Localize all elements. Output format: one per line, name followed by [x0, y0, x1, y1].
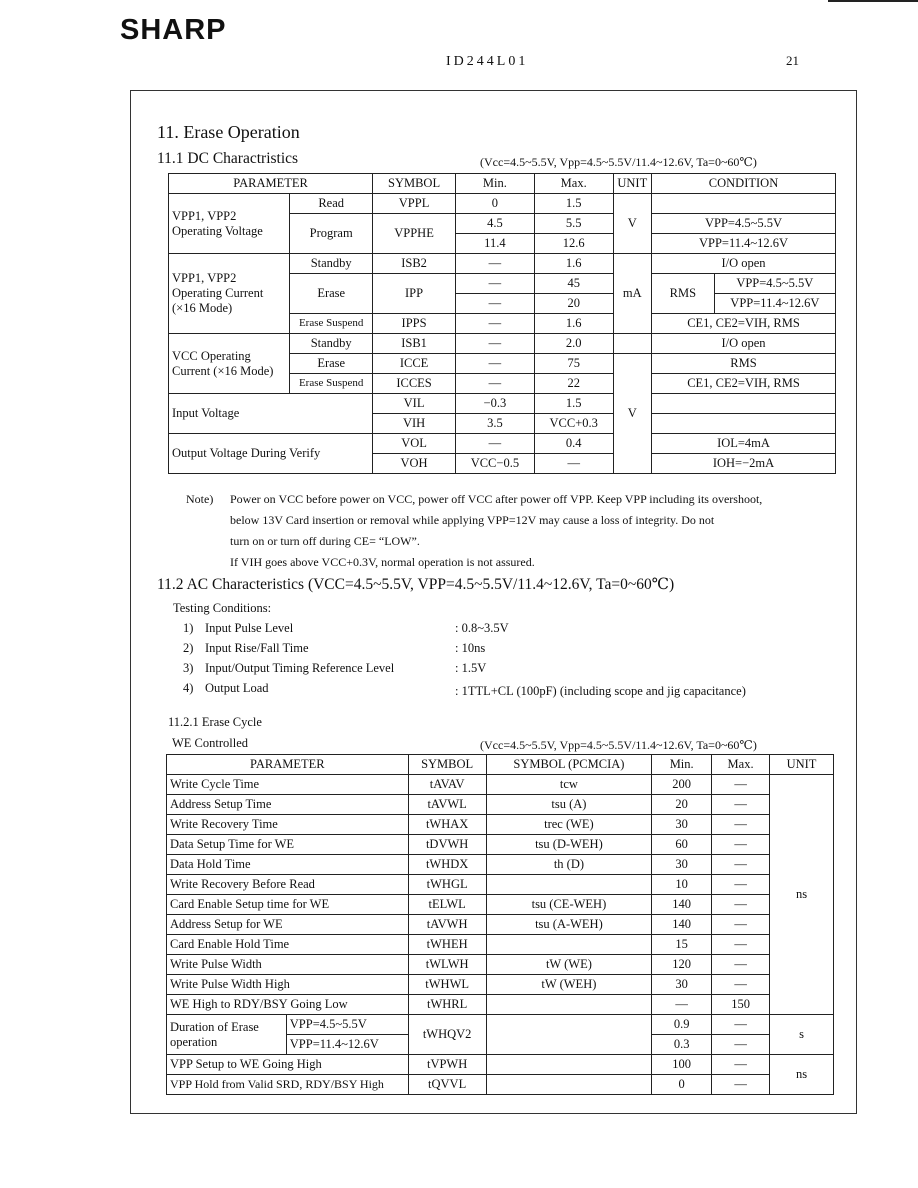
document-id: ID244L01 — [446, 54, 529, 69]
ac-col-max: Max. — [712, 755, 770, 775]
cell: VPP Setup to WE Going High — [167, 1055, 409, 1075]
test-cond-label: Input Pulse Level — [205, 621, 294, 635]
cell: ICCES — [373, 374, 456, 394]
cell: 30 — [652, 815, 712, 835]
cell: tAVAV — [408, 775, 486, 795]
cell: 200 — [652, 775, 712, 795]
cell: Write Cycle Time — [167, 775, 409, 795]
cell: 1.5 — [534, 194, 613, 214]
cell: trec (WE) — [486, 815, 652, 835]
ac-col-min: Min. — [652, 755, 712, 775]
cell: tELWL — [408, 895, 486, 915]
cell: tWHWL — [408, 975, 486, 995]
cell: IOH=−2mA — [652, 454, 836, 474]
cell: 0 — [652, 1075, 712, 1095]
dc-title: 11.1 DC Charactristics — [157, 150, 299, 167]
cell: — — [712, 935, 770, 955]
cell: — — [712, 855, 770, 875]
sharp-logo: SHARP — [120, 14, 227, 46]
cell: Card Enable Hold Time — [167, 935, 409, 955]
cell: tsu (A-WEH) — [486, 915, 652, 935]
cell: — — [455, 374, 534, 394]
cell: — — [455, 294, 534, 314]
cell: — — [455, 334, 534, 354]
cell: IPPS — [373, 314, 456, 334]
table-row — [167, 775, 834, 795]
ac-table — [166, 754, 834, 1095]
cell: — — [712, 1035, 770, 1055]
test-cond-value: : 0.8~3.5V — [455, 621, 509, 635]
cell: VOH — [373, 454, 456, 474]
cell: V — [613, 354, 651, 474]
cell: Duration of Erase operation — [167, 1015, 287, 1055]
dc-col-symbol: SYMBOL — [373, 174, 456, 194]
cell: — — [712, 875, 770, 895]
cell — [486, 1055, 652, 1075]
cell: CE1, CE2=VIH, RMS — [652, 314, 836, 334]
table-row — [167, 935, 834, 955]
table-row — [167, 835, 834, 855]
cell: tQVVL — [408, 1075, 486, 1095]
ac-col-parameter: PARAMETER — [167, 755, 409, 775]
cell: −0.3 — [455, 394, 534, 414]
ac-conditions: (Vcc=4.5~5.5V, Vpp=4.5~5.5V/11.4~12.6V, Ta=0~60℃) — [480, 738, 757, 752]
cell: — — [712, 1015, 770, 1035]
cell: VPP=4.5~5.5V — [652, 214, 836, 234]
cell: — — [712, 895, 770, 915]
cell: 150 — [712, 995, 770, 1015]
table-row — [169, 334, 836, 354]
cell: 60 — [652, 835, 712, 855]
cell: VPPL — [373, 194, 456, 214]
cell: VPP=11.4~12.6V — [286, 1035, 408, 1055]
note-text — [230, 489, 840, 573]
cell: 4.5 — [455, 214, 534, 234]
cell: tcw — [486, 775, 652, 795]
test-cond-label: Input Rise/Fall Time — [205, 641, 309, 655]
ac-col-unit: UNIT — [770, 755, 834, 775]
table-row — [169, 394, 836, 414]
cell: VCC+0.3 — [534, 414, 613, 434]
cell: Standby — [290, 334, 373, 354]
cell: VOL — [373, 434, 456, 454]
cell: 75 — [534, 354, 613, 374]
dc-output-voltage-label: Output Voltage During Verify — [169, 434, 373, 474]
ac-title: 11.2 AC Characteristics (VCC=4.5~5.5V, VPP=4.5~5.5V/11.4~12.6V, Ta=0~60℃) — [157, 576, 675, 593]
cell: — — [455, 314, 534, 334]
cell: ns — [770, 775, 834, 1015]
cell — [652, 414, 836, 434]
cell: Write Recovery Time — [167, 815, 409, 835]
cell: Erase Suspend — [290, 374, 373, 394]
cell: 30 — [652, 855, 712, 875]
cell: 120 — [652, 955, 712, 975]
page-number: 21 — [786, 53, 799, 68]
note-line: below 13V Card insertion or removal while applying VPP=12V may cause a loss of integrity. Do not — [230, 513, 715, 527]
cell: 15 — [652, 935, 712, 955]
cell: 11.4 — [455, 234, 534, 254]
cell: 10 — [652, 875, 712, 895]
dc-conditions: (Vcc=4.5~5.5V, Vpp=4.5~5.5V/11.4~12.6V, Ta=0~60℃) — [480, 155, 757, 169]
cell: — — [455, 434, 534, 454]
table-row — [167, 895, 834, 915]
test-cond-value: : 1.5V — [455, 661, 487, 675]
cell — [652, 194, 836, 214]
cell — [486, 995, 652, 1015]
cell: — — [455, 254, 534, 274]
table-row — [167, 855, 834, 875]
cell — [486, 1075, 652, 1095]
table-row — [167, 995, 834, 1015]
dc-col-unit: UNIT — [613, 174, 651, 194]
test-cond-label: Input/Output Timing Reference Level — [205, 661, 395, 675]
note-label: Note) — [186, 492, 214, 506]
cell: tsu (CE-WEH) — [486, 895, 652, 915]
cell: tsu (A) — [486, 795, 652, 815]
table-row — [167, 815, 834, 835]
cell: tWHEH — [408, 935, 486, 955]
test-cond-value: : 1TTL+CL (100pF) (including scope and jig capacitance) — [455, 684, 746, 698]
we-controlled-label: WE Controlled — [172, 736, 249, 750]
cell: — — [712, 795, 770, 815]
cell: Write Recovery Before Read — [167, 875, 409, 895]
cell — [613, 334, 651, 354]
cell: Erase — [290, 274, 373, 314]
cell: — — [534, 454, 613, 474]
cell: VIL — [373, 394, 456, 414]
cell: — — [455, 354, 534, 374]
dc-col-parameter: PARAMETER — [169, 174, 373, 194]
test-cond-num: 4) — [183, 681, 194, 695]
note-line: turn on or turn off during CE= “LOW”. — [230, 534, 420, 548]
cell: WE High to RDY/BSY Going Low — [167, 995, 409, 1015]
test-cond-num: 1) — [183, 621, 194, 635]
cell: IPP — [373, 274, 456, 314]
dc-col-min: Min. — [455, 174, 534, 194]
cell: ISB2 — [373, 254, 456, 274]
cell — [486, 935, 652, 955]
top-rule — [828, 0, 918, 2]
table-row — [167, 875, 834, 895]
table-row — [167, 955, 834, 975]
cell: 30 — [652, 975, 712, 995]
cell: — — [712, 1075, 770, 1095]
cell: Address Setup for WE — [167, 915, 409, 935]
cell: — — [652, 995, 712, 1015]
dc-vpp-current-label: VPP1, VPP2 Operating Current (×16 Mode) — [169, 254, 290, 334]
cell: tDVWH — [408, 835, 486, 855]
cell: 140 — [652, 895, 712, 915]
cell: I/O open — [652, 254, 836, 274]
cell: ICCE — [373, 354, 456, 374]
cell: — — [712, 955, 770, 975]
cell: — — [712, 975, 770, 995]
cell: CE1, CE2=VIH, RMS — [652, 374, 836, 394]
cell: Standby — [290, 254, 373, 274]
cell: 140 — [652, 915, 712, 935]
cell: ISB1 — [373, 334, 456, 354]
ac-col-symbol-pcmcia: SYMBOL (PCMCIA) — [486, 755, 652, 775]
cell: tWHDX — [408, 855, 486, 875]
cell: 0.4 — [534, 434, 613, 454]
cell: — — [712, 835, 770, 855]
cell: — — [712, 915, 770, 935]
cell: Address Setup Time — [167, 795, 409, 815]
cell: RMS — [652, 354, 836, 374]
cell — [486, 875, 652, 895]
cell: 3.5 — [455, 414, 534, 434]
dc-vcc-current-label: VCC Operating Current (×16 Mode) — [169, 334, 290, 394]
table-row — [167, 975, 834, 995]
cell: 1.5 — [534, 394, 613, 414]
table-row — [167, 795, 834, 815]
dc-col-max: Max. — [534, 174, 613, 194]
dc-table — [168, 173, 836, 474]
cell: tsu (D-WEH) — [486, 835, 652, 855]
cell: tWHAX — [408, 815, 486, 835]
test-cond-num: 3) — [183, 661, 194, 675]
cell: I/O open — [652, 334, 836, 354]
cell: 45 — [534, 274, 613, 294]
cell: VPP=11.4~12.6V — [714, 294, 835, 314]
cell: 0.9 — [652, 1015, 712, 1035]
cell: 12.6 — [534, 234, 613, 254]
cell: tWLWH — [408, 955, 486, 975]
cell: VPP=4.5~5.5V — [714, 274, 835, 294]
cell: Write Pulse Width High — [167, 975, 409, 995]
cell: VPP Hold from Valid SRD, RDY/BSY High — [167, 1075, 409, 1095]
ac-col-symbol: SYMBOL — [408, 755, 486, 775]
cell: Erase Suspend — [290, 314, 373, 334]
section-title: 11. Erase Operation — [157, 122, 300, 142]
cell — [652, 394, 836, 414]
cell: 22 — [534, 374, 613, 394]
cell: 0.3 — [652, 1035, 712, 1055]
cell: tAVWH — [408, 915, 486, 935]
cell: V — [613, 194, 651, 254]
cell: 20 — [534, 294, 613, 314]
cell: tWHGL — [408, 875, 486, 895]
cell: tW (WEH) — [486, 975, 652, 995]
cell: VIH — [373, 414, 456, 434]
cell: — — [712, 1055, 770, 1075]
note-line: Power on VCC before power on VCC, power off VCC after power off VPP. Keep VPP including its overshoot, — [230, 492, 763, 506]
test-cond-num: 2) — [183, 641, 194, 655]
cell: 2.0 — [534, 334, 613, 354]
cell: 20 — [652, 795, 712, 815]
cell: 1.6 — [534, 314, 613, 334]
cell: Data Hold Time — [167, 855, 409, 875]
table-row — [169, 194, 836, 214]
cell — [486, 1015, 652, 1055]
table-row — [167, 915, 834, 935]
cell: — — [712, 775, 770, 795]
cell: Program — [290, 214, 373, 254]
cell: mA — [613, 254, 651, 334]
cell: tW (WE) — [486, 955, 652, 975]
cell: RMS — [652, 274, 715, 314]
cell: Erase — [290, 354, 373, 374]
cell: ns — [770, 1055, 834, 1095]
cell: Data Setup Time for WE — [167, 835, 409, 855]
table-row — [167, 1015, 834, 1035]
cell: — — [455, 274, 534, 294]
cell: Read — [290, 194, 373, 214]
ac-header-row — [167, 755, 834, 775]
cell: th (D) — [486, 855, 652, 875]
cell: 5.5 — [534, 214, 613, 234]
cell: IOL=4mA — [652, 434, 836, 454]
table-row — [169, 254, 836, 274]
erase-cycle-title: 11.2.1 Erase Cycle — [168, 715, 262, 729]
cell: tWHQV2 — [408, 1015, 486, 1055]
dc-vpp-voltage-label: VPP1, VPP2 Operating Voltage — [169, 194, 290, 254]
cell: VPP=11.4~12.6V — [652, 234, 836, 254]
test-cond-label: Output Load — [205, 681, 269, 695]
table-row — [167, 1055, 834, 1075]
cell: VPPHE — [373, 214, 456, 254]
testing-conditions-label: Testing Conditions: — [173, 601, 272, 615]
cell: Write Pulse Width — [167, 955, 409, 975]
cell: tWHRL — [408, 995, 486, 1015]
note-line: If VIH goes above VCC+0.3V, normal operation is not assured. — [230, 555, 535, 569]
cell: tVPWH — [408, 1055, 486, 1075]
table-row — [169, 434, 836, 454]
cell: 100 — [652, 1055, 712, 1075]
dc-header-row — [169, 174, 836, 194]
table-row — [167, 1075, 834, 1095]
cell: — — [712, 815, 770, 835]
cell: tAVWL — [408, 795, 486, 815]
cell: Card Enable Setup time for WE — [167, 895, 409, 915]
cell: 1.6 — [534, 254, 613, 274]
cell: s — [770, 1015, 834, 1055]
test-cond-value: : 10ns — [455, 641, 486, 655]
cell: VCC−0.5 — [455, 454, 534, 474]
dc-input-voltage-label: Input Voltage — [169, 394, 373, 434]
cell: 0 — [455, 194, 534, 214]
dc-col-condition: CONDITION — [652, 174, 836, 194]
cell: VPP=4.5~5.5V — [286, 1015, 408, 1035]
